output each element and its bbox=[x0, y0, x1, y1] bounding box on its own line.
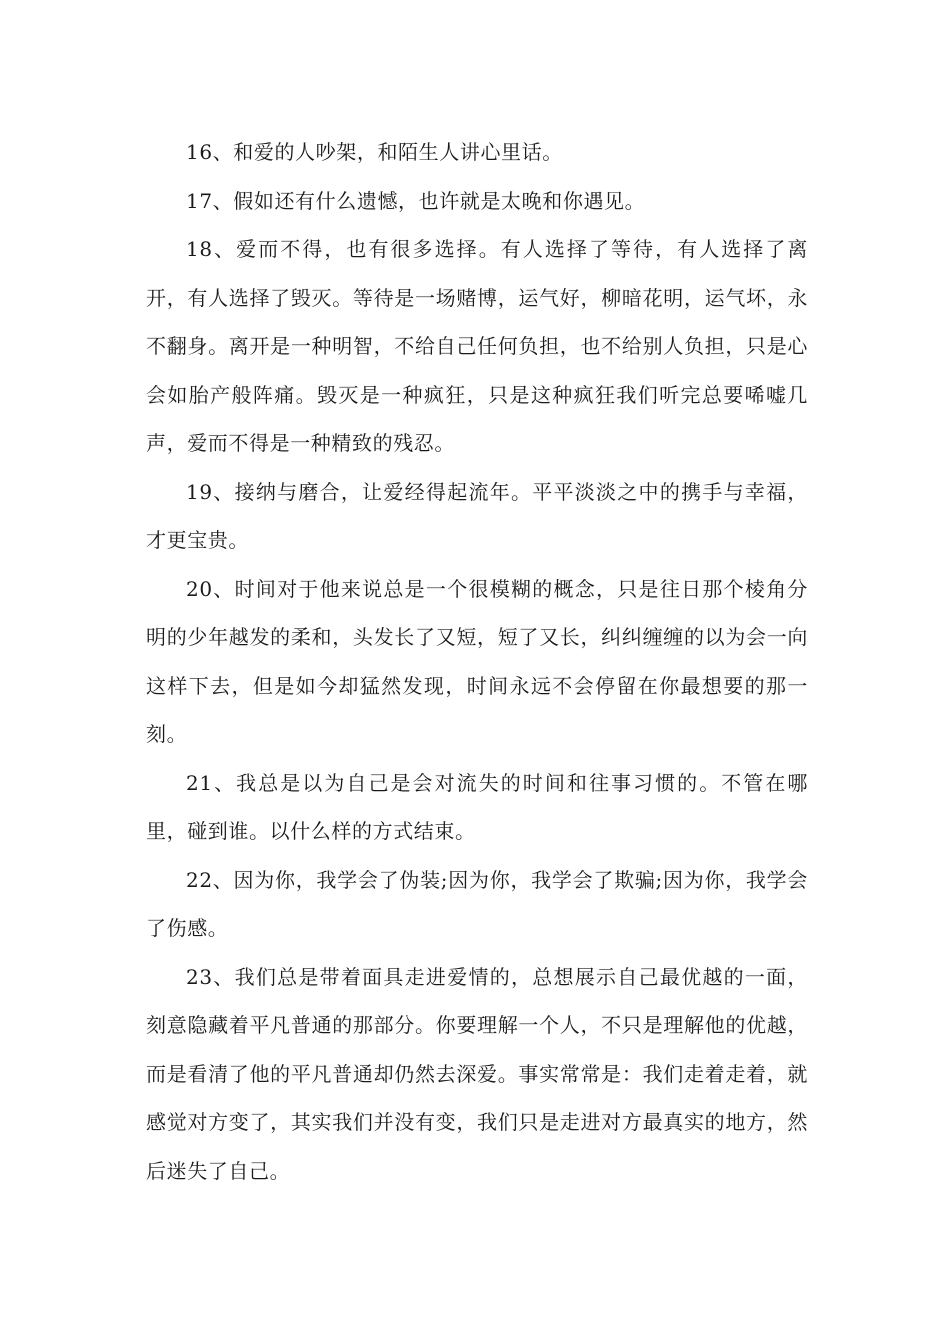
paragraph-23: 23、我们总是带着面具走进爱情的，总想展示自己最优越的一面，刻意隐藏着平凡普通的那部分。你要理解一个人，不只是理解他的优越，而是看清了他的平凡普通却仍然去深爱。事实常常是：我们走着走着，就感觉对方变了，其实我们并没有变，我们只是走进对方最真实的地方，然后迷失了自己。 bbox=[146, 964, 808, 1183]
paragraph-20: 20、时间对于他来说总是一个很模糊的概念，只是往日那个棱角分明的少年越发的柔和，头发长了又短，短了又长，纠纠缠缠的以为会一向这样下去，但是如今却猛然发现，时间永远不会停留在你最想要的那一刻。 bbox=[146, 576, 808, 746]
paragraph-22: 22、因为你，我学会了伪装;因为你，我学会了欺骗;因为你，我学会了伤感。 bbox=[146, 867, 808, 940]
document-body bbox=[146, 128, 808, 1195]
paragraph-19: 19、接纳与磨合，让爱经得起流年。平平淡淡之中的携手与幸福，才更宝贵。 bbox=[146, 479, 808, 552]
paragraph-21: 21、我总是以为自己是会对流失的时间和往事习惯的。不管在哪里，碰到谁。以什么样的方式结束。 bbox=[146, 770, 808, 843]
paragraph-18: 18、爱而不得，也有很多选择。有人选择了等待，有人选择了离开，有人选择了毁灭。等待是一场赌博，运气好，柳暗花明，运气坏，永不翻身。离开是一种明智，不给自己任何负担，也不给别人负担，只是心会如胎产般阵痛。毁灭是一种疯狂，只是这种疯狂我们听完总要唏嘘几声，爱而不得是一种精致的残忍。 bbox=[146, 237, 808, 455]
paragraph-16: 16、和爱的人吵架，和陌生人讲心里话。 bbox=[186, 140, 563, 164]
paragraph-17: 17、假如还有什么遗憾，也许就是太晚和你遇见。 bbox=[186, 188, 646, 213]
